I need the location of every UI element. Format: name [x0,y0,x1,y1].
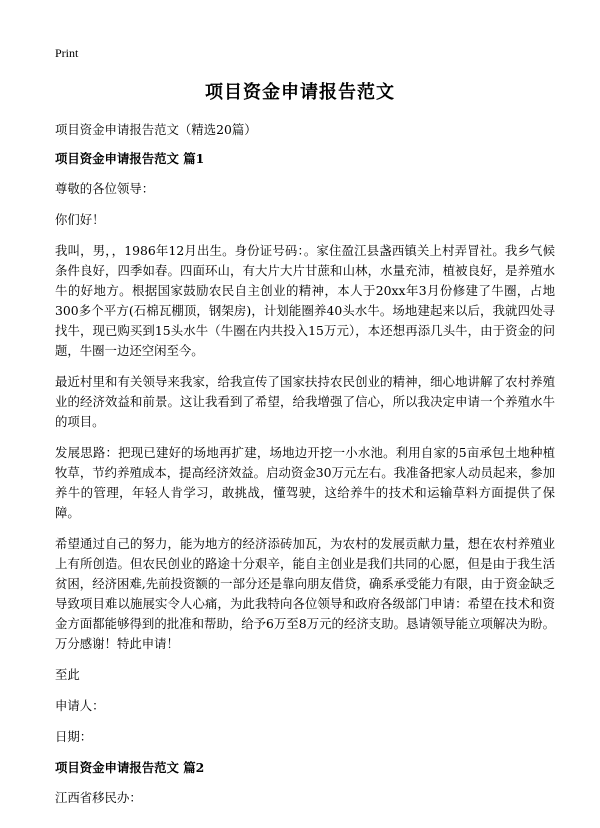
date-label: 日期： [55,729,93,744]
paragraph-1: 我叫，男，，1986年12月出生。身份证号码：。家住盈江县盏西镇关上村弄冒社。我乡气候条件良好，四季如春。四面环山，有大片大片甘蔗和山林，水量充沛，植被良好，是养殖水牛的好地方。根据国家鼓励农民自主创业的精神，本人于20xx年3月份修建了牛圈，占地300多个平方(石棉瓦棚顶，钢架房)，计划能圈养40头水牛。场地建起来以后，我就四处寻找牛，现已购买到15头水牛（牛圈在内共投入15万元），本还想再添几头牛，由于资金的问题，牛圈一边还空闲至今。 [55,243,555,358]
document-body [55,120,555,819]
section-2-first-line: 江西省移民办： [55,790,142,805]
salutation: 尊敬的各位领导： [55,181,155,196]
section-1-heading: 项目资金申请报告范文 篇1 [55,151,205,166]
section-2-heading: 项目资金申请报告范文 篇2 [55,760,205,775]
greeting: 你们好！ [55,212,105,227]
applicant-label: 申请人： [55,698,105,713]
paragraph-4: 希望通过自己的努力，能为地方的经济添砖加瓦，为农村的发展贡献力量，想在农村养殖业上有所创造。但农民创业的路途十分艰辛，能自主创业是我们共同的心愿，但是由于我生活贫困，经济困难,先前投资额的一部分还是靠向朋友借贷，确系承受能力有限，由于资金缺乏导致项目难以施展实令人心痛，为此我特向各位领导和政府各级部门申请：希望在技术和资金方面都能够得到的批准和帮助，给予6万至8万元的经济支助。恳请领导能立项解决为盼。万分感谢！特此申请！ [55,536,555,651]
closing-text: 至此 [55,667,80,682]
document-title: 项目资金申请报告范文 [205,82,395,103]
document-subtitle: 项目资金申请报告范文（精选20篇） [55,122,257,137]
paragraph-2: 最近村里和有关领导来我家，给我宣传了国家扶持农民创业的精神，细心地讲解了农村养殖业的经济效益和前景。这让我看到了希望，给我增强了信心，所以我决定申请一个养殖水牛的项目。 [55,374,555,429]
paragraph-3: 发展思路：把现已建好的场地再扩建，场地边开挖一小水池。利用自家的5亩承包土地种植牧草，节约养殖成本，提高经济效益。启动资金30万元左右。我准备把家人动员起来，参加养牛的管理，年轻人肯学习，敢挑战，懂驾驶，这给养牛的技术和运输草料方面提供了保障。 [55,445,555,520]
print-link[interactable]: Print [55,46,79,60]
